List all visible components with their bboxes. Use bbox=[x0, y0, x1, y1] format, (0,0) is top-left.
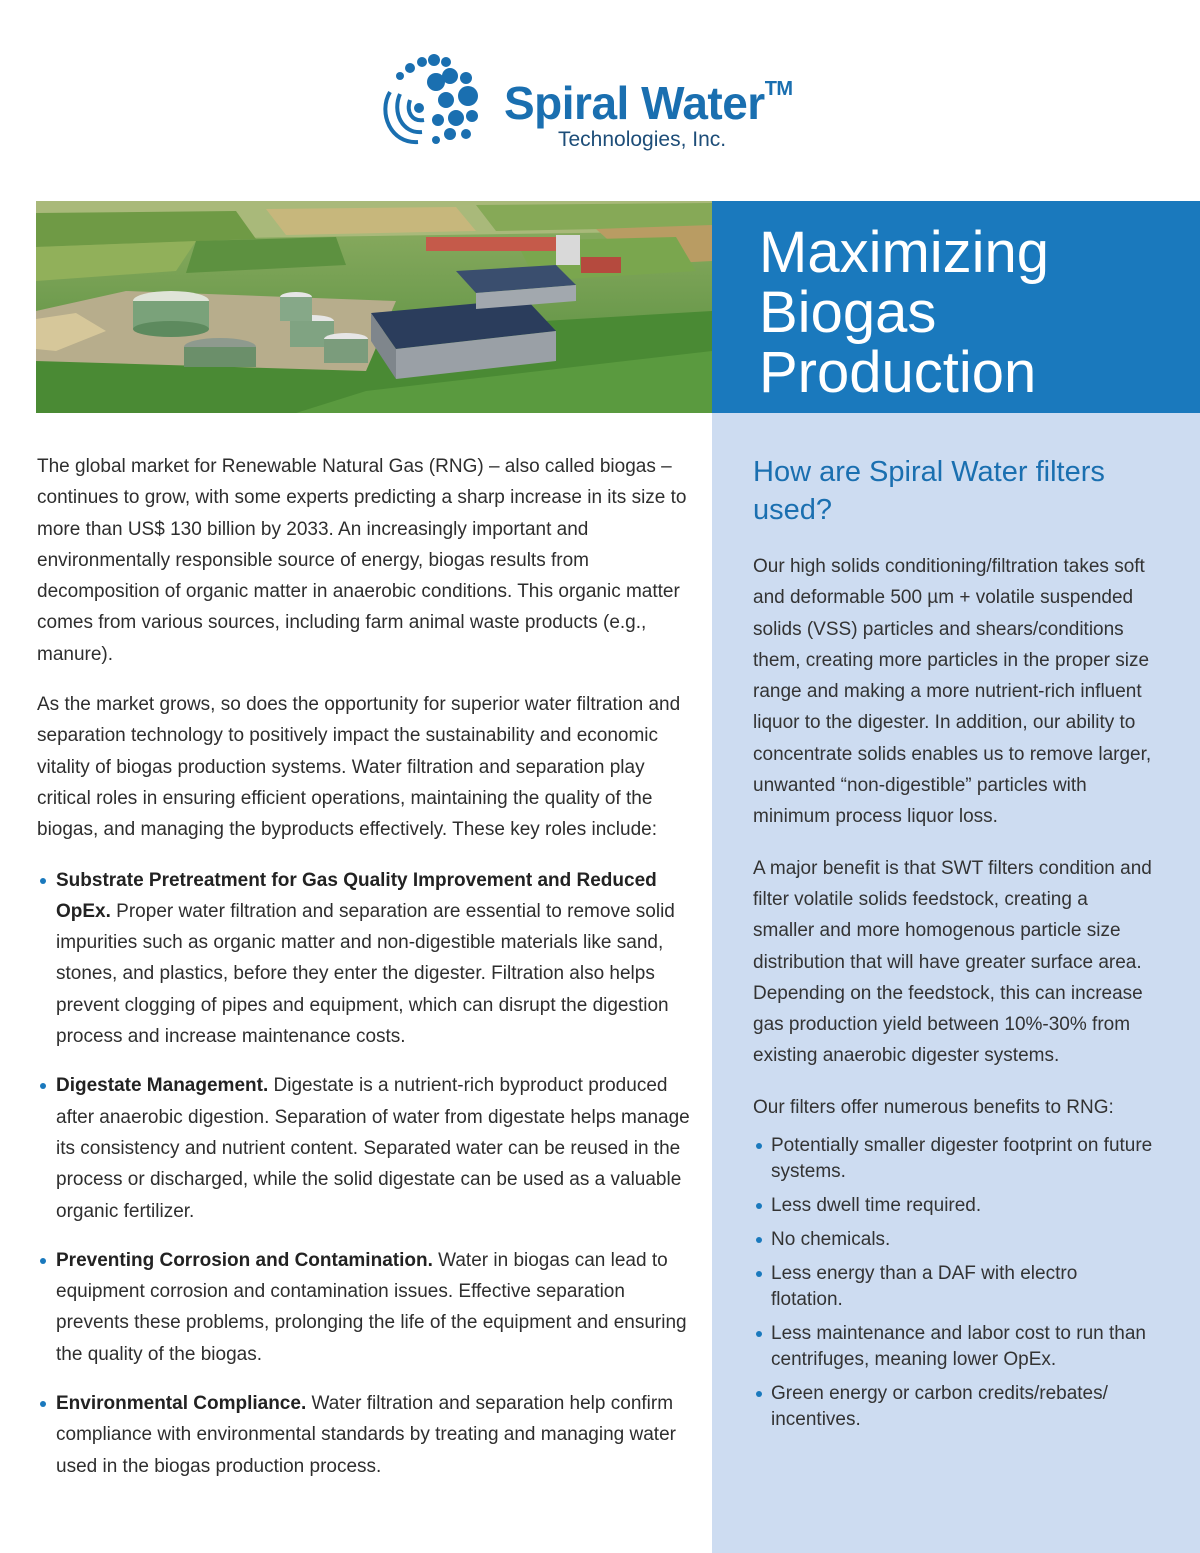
bullet-title: Substrate Pretreatment for Gas Quality Improvement and Reduced OpEx. bbox=[56, 869, 657, 922]
list-item bbox=[37, 865, 692, 1053]
spiral-dots-logo-icon bbox=[372, 54, 492, 154]
list-item: Less maintenance and labor cost to run than centrifuges, meaning lower OpEx. bbox=[753, 1321, 1153, 1373]
list-item bbox=[37, 1388, 692, 1482]
hero-image bbox=[36, 201, 712, 413]
brand-subtitle: Technologies, Inc. bbox=[558, 128, 727, 151]
list-item: Less dwell time required. bbox=[753, 1193, 1153, 1219]
list-item bbox=[37, 1070, 692, 1226]
bullet-title: Digestate Management. bbox=[56, 1075, 269, 1097]
benefits-list bbox=[753, 1133, 1153, 1433]
benefits-intro: Our filters offer numerous benefits to RNG: bbox=[753, 1096, 1114, 1118]
brand-name: Spiral Water™ bbox=[504, 77, 793, 129]
list-item: No chemicals. bbox=[753, 1227, 1153, 1253]
list-item: Potentially smaller digester footprint on future systems. bbox=[753, 1133, 1153, 1185]
sidebar bbox=[712, 413, 1200, 1553]
list-item: Less energy than a DAF with electro flotation. bbox=[753, 1261, 1153, 1313]
bullet-title: Preventing Corrosion and Contamination. bbox=[56, 1249, 433, 1271]
sidebar-heading: How are Spiral Water filters used? bbox=[753, 456, 1105, 526]
bullet-text: Proper water filtration and separation are essential to remove solid impurities such as organic matter and non-digestible materials like sand, stones, and plastics, before they enter the digester. Filtration also helps prevent clogging of pipes and equipment, which can disrupt the digestion process and increase maintenance costs. bbox=[56, 900, 675, 1048]
biogas-farm-photo-icon bbox=[36, 201, 712, 413]
body-paragraph: As the market grows, so does the opportunity for superior water filtration and separation technology to positively impact the sustainability and economic vitality of biogas production systems. Water filtration and separation play critical roles in ensuring efficient operations, maintaining the quality of the biogas, and managing the byproducts effectively. These key roles include: bbox=[37, 694, 681, 841]
list-item bbox=[37, 1245, 692, 1370]
title-band bbox=[712, 201, 1200, 413]
bullet-title: Environmental Compliance. bbox=[56, 1393, 307, 1415]
main-content bbox=[37, 451, 692, 1500]
page-title: Maximizing Biogas Production bbox=[759, 220, 1050, 405]
bullet-text: Digestate is a nutrient-rich byproduct produced after anaerobic digestion. Separation of water from digestate helps manage its consistency and nutrient content. Separated water can be reused in the process or discharged, while the solid digestate can be used as a valuable organic fertilizer. bbox=[56, 1075, 690, 1222]
bullet-text: Water filtration and separation help confirm compliance with environmental standards by treating and managing water used in the biogas production process. bbox=[56, 1393, 676, 1477]
bullet-text: Water in biogas can lead to equipment corrosion and contamination issues. Effective separation prevents these problems, prolonging the life of the equipment and ensuring the quality of the biogas. bbox=[56, 1249, 687, 1365]
sidebar-paragraph: Our high solids conditioning/filtration takes soft and deformable 500 µm + volatile suspended solids (VSS) particles and shears/conditions them, creating more particles in the proper size range and making a more nutrient-rich influent liquor to the digester. In addition, our ability to concentrate solids enables us to remove larger, unwanted “non-digestible” particles with minimum process liquor loss. bbox=[753, 556, 1152, 828]
sidebar-paragraph: A major benefit is that SWT filters condition and filter volatile solids feedstock, creating a smaller and more homogenous particle size distribution that will have greater surface area. Depending on the feedstock, this can increase gas production yield between 10%-30% from existing anaerobic digester systems. bbox=[753, 857, 1152, 1067]
company-logo bbox=[372, 54, 842, 154]
list-item: Green energy or carbon credits/rebates/ incentives. bbox=[753, 1381, 1153, 1433]
key-roles-list bbox=[37, 865, 692, 1482]
body-paragraph: The global market for Renewable Natural Gas (RNG) – also called biogas – continues to grow, with some experts predicting a sharp increase in its size to more than US$ 130 billion by 2033. An increasingly important and environmentally responsible source of energy, biogas results from decomposition of organic matter in anaerobic conditions. This organic matter comes from various sources, including farm animal waste products (e.g., manure). bbox=[37, 456, 687, 665]
